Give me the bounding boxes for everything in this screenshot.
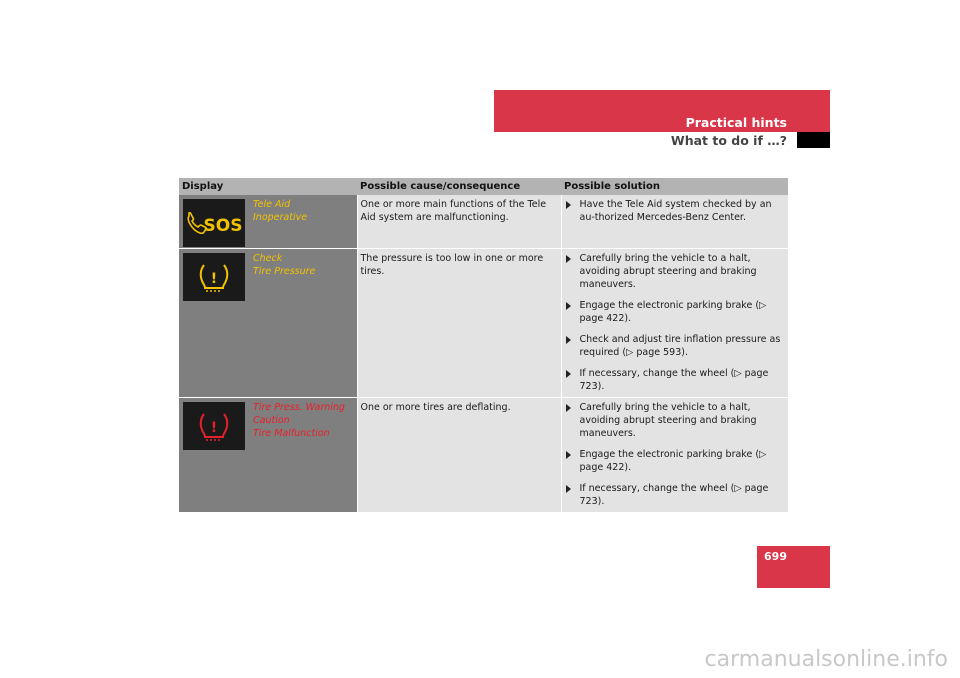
table-row [179, 249, 788, 398]
svg-text:!: ! [210, 420, 218, 436]
solution-item: Have the Tele Aid system checked by an au-thorized Mercedes-Benz Center. [565, 198, 787, 224]
solution-item: If necessary, change the wheel (▷ page 723). [565, 367, 787, 393]
header-marker [797, 132, 830, 148]
column-header-cause: Possible cause/consequence [357, 178, 561, 195]
section-title: Practical hints [685, 115, 787, 130]
svg-text:SOS: SOS [203, 216, 243, 236]
cause-cell: The pressure is too low in one or more tires. [357, 249, 561, 398]
header-band [494, 90, 830, 132]
bullet-arrow-icon [566, 302, 571, 310]
svg-text:!: ! [210, 271, 218, 287]
table-header-row [179, 178, 788, 195]
solution-cell [561, 398, 788, 513]
display-cell [179, 249, 357, 398]
column-header-solution: Possible solution [561, 178, 788, 195]
cause-cell: One or more main functions of the Tele Aid system are malfunctioning. [357, 195, 561, 249]
table-row [179, 398, 788, 513]
solution-item: Engage the electronic parking brake (▷ page 422). [565, 299, 787, 325]
tele-aid-sos-icon [183, 199, 245, 247]
solution-cell [561, 249, 788, 398]
tire-pressure-warning-icon [183, 402, 245, 450]
solution-cell [561, 195, 788, 249]
column-header-display: Display [179, 178, 357, 195]
bullet-arrow-icon [566, 255, 571, 263]
watermark: carmanualsonline.info [704, 647, 948, 672]
solution-item: If necessary, change the wheel (▷ page 723). [565, 482, 787, 508]
bullet-arrow-icon [566, 485, 571, 493]
solution-item: Check and adjust tire inflation pressure as required (▷ page 593). [565, 333, 787, 359]
hints-table [179, 178, 788, 513]
bullet-arrow-icon [566, 451, 571, 459]
solution-item: Carefully bring the vehicle to a halt, avoiding abrupt steering and braking maneuvers. [565, 252, 787, 291]
tire-pressure-warning-icon [183, 253, 245, 301]
header-subtitle-row [494, 132, 830, 150]
table-row [179, 195, 788, 249]
display-message: Check Tire Pressure [253, 253, 316, 277]
display-cell [179, 195, 357, 249]
page-number-box [757, 546, 830, 588]
section-subtitle: What to do if …? [670, 133, 787, 148]
display-message: Tele Aid Inoperative [253, 199, 308, 223]
page-number: 699 [764, 550, 787, 563]
bullet-arrow-icon [566, 336, 571, 344]
solution-item: Carefully bring the vehicle to a halt, avoiding abrupt steering and braking maneuvers. [565, 401, 787, 440]
solution-item: Engage the electronic parking brake (▷ page 422). [565, 448, 787, 474]
bullet-arrow-icon [566, 201, 571, 209]
bullet-arrow-icon [566, 404, 571, 412]
bullet-arrow-icon [566, 370, 571, 378]
display-message: Tire Press. Warning Caution Tire Malfunction [253, 402, 345, 439]
cause-cell: One or more tires are deflating. [357, 398, 561, 513]
display-cell [179, 398, 357, 513]
